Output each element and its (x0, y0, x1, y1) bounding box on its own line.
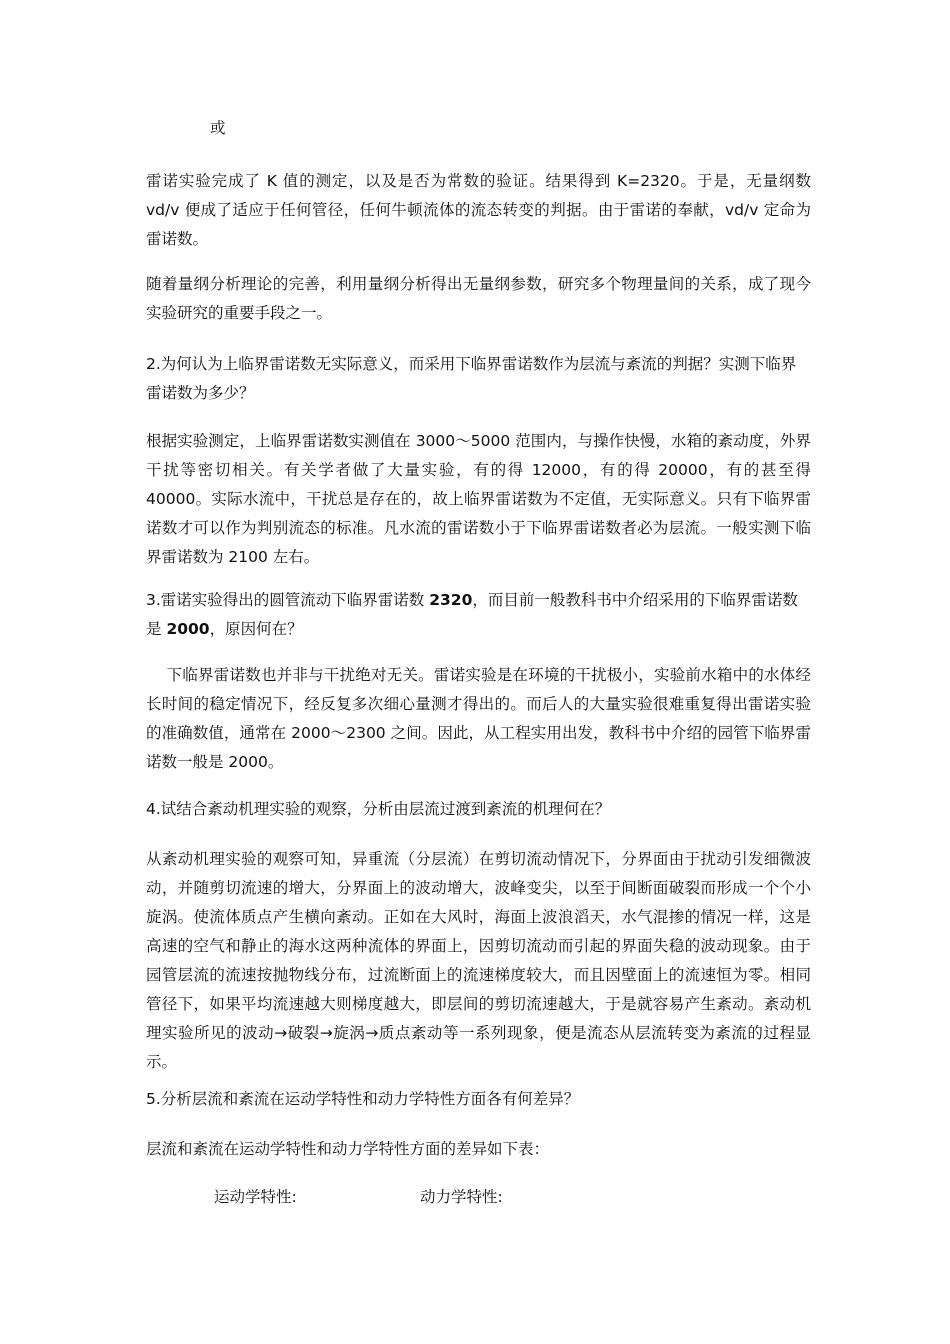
paragraph-dimensional-analysis: 随着量纲分析理论的完善，利用量纲分析得出无量纲参数，研究多个物理量间的关系，成了现今实验研究的重要手段之一。 (146, 275, 811, 322)
question-3-text-b: ，而目前一般教科书中介绍采用的下临界雷诺数是 (146, 591, 798, 638)
or-line: 或 (210, 119, 226, 137)
question-5: 5.分析层流和紊流在运动学特性和动力学特性方面各有何差异？ (146, 1090, 580, 1108)
answer-3: 下临界雷诺数也并非与干扰绝对无关。雷诺实验是在环境的干扰极小，实验前水箱中的水体经长时间的稳定情况下，经反复多次细心量测才得出的。而后人的大量实验很难重复得出雷诺实验的准确数值，通常在 2000～2300 之间。因此，从工程实用出发，教科书中介绍的园管下临界雷诺数一般是 2000。 (146, 666, 811, 771)
answer-4: 从紊动机理实验的观察可知，异重流（分层流）在剪切流动情况下，分界面由于扰动引发细微波动，并随剪切流速的增大，分界面上的波动增大，波峰变尖，以至于间断面破裂而形成一个个小旋涡。使流体质点产生横向紊动。正如在大风时，海面上波浪滔天，水气混掺的情况一样，这是高速的空气和静止的海水这两种流体的界面上，因剪切流动而引起的界面失稳的波动现象。由于园管层流的流速按抛物线分布，过流断面上的流速梯度较大，而且因壁面上的流速恒为零。相同管径下，如果平均流速越大则梯度越大，即层间的剪切流速越大，于是就容易产生紊动。紊动机理实验所见的波动→破裂→旋涡→质点紊动等一系列现象，便是流态从层流转变为紊流的过程显示。 (146, 850, 811, 1071)
question-3-number-2320: 2320 (429, 591, 473, 609)
question-3-number-2000: 2000 (166, 620, 210, 638)
question-4: 4.试结合紊动机理实验的观察，分析由层流过渡到紊流的机理何在？ (146, 800, 611, 818)
table-header-dynamics: 动力学特性: (420, 1188, 503, 1206)
question-2: 2.为何认为上临界雷诺数无实际意义，而采用下临界雷诺数作为层流与紊流的判据？实测下临界雷诺数为多少？ (146, 355, 797, 402)
question-3-text-a: 3.雷诺实验得出的圆管流动下临界雷诺数 (146, 591, 430, 609)
paragraph-k-value: 雷诺实验完成了 K 值的测定，以及是否为常数的验证。结果得到 K=2320。于是，无量纲数 vd/v 便成了适应于任何管径，任何牛顿流体的流态转变的判据。由于雷诺的奉献，vd/v 定命为雷诺数。 (146, 172, 811, 248)
answer-5: 层流和紊流在运动学特性和动力学特性方面的差异如下表： (146, 1140, 550, 1158)
table-header-kinematics: 运动学特性: (214, 1188, 297, 1206)
question-3-text-c: ，原因何在？ (209, 620, 303, 638)
answer-2: 根据实验测定，上临界雷诺数实测值在 3000～5000 范围内，与操作快慢，水箱的紊动度，外界干扰等密切相关。有关学者做了大量实验，有的得 12000，有的得 20000，有的甚至得 40000。实际水流中，干扰总是存在的，故上临界雷诺数为不定值，无实际意义。只有下临界雷诺数才可以作为判别流态的标准。凡水流的雷诺数小于下临界雷诺数者必为层流。一般实测下临界雷诺数为 2100 左右。 (146, 432, 811, 566)
question-3 (146, 586, 811, 644)
